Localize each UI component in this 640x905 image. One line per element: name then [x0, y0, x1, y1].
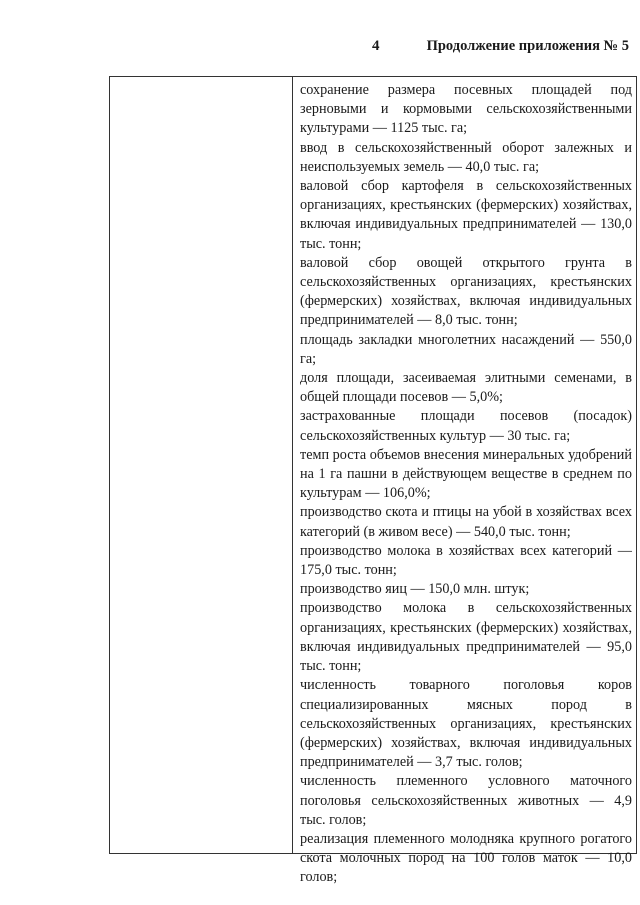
list-item: доля площади, засеиваемая элитными семенами, в общей площади посевов — 5,0%;: [300, 370, 632, 406]
list-item: производство скота и птицы на убой в хозяйствах всех категорий (в живом весе) — 540,0 тыс. тонн;: [300, 504, 632, 540]
list-item: валовой сбор картофеля в сельскохозяйственных организациях, крестьянских (фермерских) хозяйствах, включая индивидуальных предпринимателей — 130,0 тыс. тонн;: [300, 178, 632, 252]
list-item: производство яиц — 150,0 млн. штук;: [300, 581, 530, 598]
list-item: реализация племенного молодняка крупного рогатого скота молочных пород на 100 голов маток — 10,0 голов;: [300, 830, 632, 886]
document-table: [109, 76, 637, 886]
page-number: 4: [372, 38, 380, 54]
table-left-cell: [110, 77, 293, 853]
list-item: валовой сбор овощей открытого грунта в сельскохозяйственных организациях, крестьянских (фермерских) хозяйствах, включая индивидуальных предпринимателей — 8,0 тыс. тонн;: [300, 254, 632, 329]
continuation-header: Продолжение приложения № 5: [426, 38, 629, 54]
list-item: площадь закладки многолетних насаждений — 550,0 га;: [300, 331, 632, 367]
list-item: застрахованные площади посевов (посадок) сельскохозяйственных культур — 30 тыс. га;: [300, 408, 632, 444]
list-item: ввод в сельскохозяйственный оборот залежных и неиспользуемых земель — 40,0 тыс. га;: [300, 139, 632, 175]
table-right-cell: [300, 81, 632, 888]
list-item: производство молока в сельскохозяйственных организациях, крестьянских (фермерских) хозяйствах, включая индивидуальных предпринимателей — 95,0 тыс. тонн;: [300, 600, 632, 675]
list-item: сохранение размера посевных площадей под зерновыми и кормовыми сельскохозяйственными культурами — 1125 тыс. га;: [300, 82, 632, 137]
list-item: производство молока в хозяйствах всех категорий — 175,0 тыс. тонн;: [300, 542, 632, 579]
list-item: темп роста объемов внесения минеральных удобрений на 1 га пашни в действующем веществе в среднем по культурам — 106,0%;: [300, 446, 632, 502]
list-item: численность товарного поголовья коров специализированных мясных пород в сельскохозяйственных организациях, крестьянских (фермерских) хозяйствах, включая индивидуальных предпринимателей — 3,7 тыс. голов;: [300, 677, 632, 771]
list-item: численность племенного условного маточного поголовья сельскохозяйственных животных — 4,9 тыс. голов;: [300, 773, 632, 828]
